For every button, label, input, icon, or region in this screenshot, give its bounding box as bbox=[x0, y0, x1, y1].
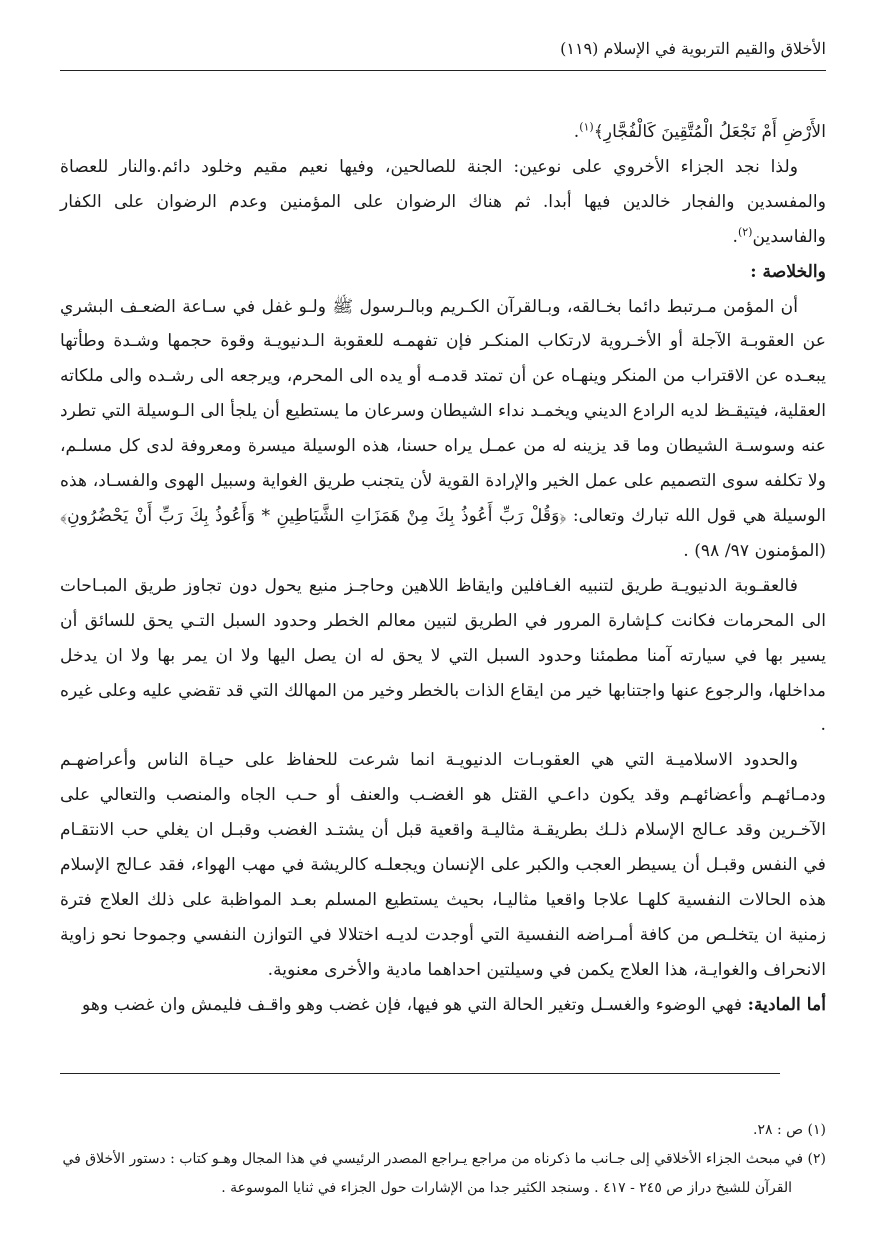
footnote-ref-1: (١) bbox=[579, 120, 594, 134]
running-header bbox=[60, 38, 826, 71]
verse-end: . bbox=[573, 122, 580, 142]
verse-text: الأَرْضِ أَمْ نَجْعَلُ الْمُتَّقِينَ كَالْفُجَّارِ﴾ bbox=[593, 122, 826, 142]
paragraph-worldly-punishment-text: فالعقـوبة الدنيويـة طريق لتنبيه الغـافلين وايقاظ اللاهين وحاجـز منيع يحول دون تجاوز طريق المبـاحات الى المحرمات فكانت كـإشارة المرور في الطريق لتبين معالم الخطر وحدود السبل التـي يحق للسائق أن يسير بها في سيارته آمنا مطمئنا وحدود السبل التي لا يحق له ان يصل اليها ولا ان يمر بها ولا ان يدخل مداخلها، والرجوع عنها واجتنابها خير من ايقاع الذات بالخطر وخير من المهالك التي قد تقضي عليه وعلى غيره . bbox=[60, 575, 826, 736]
footnote-2-line-2: القرآن للشيخ دراز ص ٢٤٥ - ٤١٧ . وسنجد الكثير جدا من الإشارات حول الجزاء في ثنايا الموسوعة . bbox=[221, 1180, 792, 1196]
paragraph-summary bbox=[60, 290, 826, 569]
paragraph-afterlife-end: . bbox=[732, 226, 738, 247]
footnote-ref-2: (٢) bbox=[737, 224, 753, 238]
paragraph-material bbox=[60, 988, 826, 1023]
paragraph-islamic-limits-text: والحدود الاسلاميـة التي هي العقوبـات الدنيويـة انما شرعت للحفاظ على حيـاة الناس وأعراضهـم ودمـائهـم وأعضائهـم وقد يكون داعـي القتل هو الغضـب والعنف أو حـب الجاه والمنصب والتعالي على الآخـرين وقد عـالج الإسلام ذلـك بطريقـة مثاليـة واقعية قبل أن يشتـد الغضب وقبـل ان يغلي حب الانتقـام في النفس وقبـل أن يسيطر العجب والكبر على الإنسان ويجعلـه كالريشة في مهب الهواء، فقد عـالج الإسلام هذه الحالات النفسية كلهـا علاجا واقعيا مثاليـا، بحيث يستطيع المسلم بعـد المواظبة على ذلك العلاج فترة زمنية ان يتخلـص من كافة أمـراضه النفسية التي أوجدت لديـه اختلالا في التوازن النفسي وجموحا نحو زاوية الانحراف والغوايـة، هذا العلاج يكمن في وسيلتين احداهما مادية والأخرى معنوية. bbox=[60, 750, 826, 980]
footnotes bbox=[60, 1116, 826, 1203]
paragraph-islamic-limits bbox=[60, 743, 826, 987]
footnote-2-line-1: (٢) في مبحث الجزاء الأخلاقي إلى جـانب ما ذكرناه من مراجع يـراجع المصدر الرئيسي في هذا المجال وهـو كتاب : دستور الأخلاق في bbox=[62, 1151, 826, 1167]
running-title: الأخلاق والقيم التربوية في الإسلام (١١٩) bbox=[560, 39, 826, 58]
paragraph-worldly-punishment bbox=[60, 569, 826, 744]
paragraph-afterlife-text: ولذا نجد الجزاء الأخروي على نوعين: الجنة للصالحين، وفيها نعيم مقيم وخلود دائم.والنار للعصاة والمفسدين والفجار خالدين فيها أبدا. ثم هناك الرضوان على المؤمنين وعدم الرضوان على الكفار والفاسدين bbox=[60, 156, 826, 247]
quran-verse-continuation bbox=[60, 115, 826, 150]
footnote-divider bbox=[60, 1073, 780, 1074]
footnote-1: (١) ص : ٢٨. bbox=[753, 1122, 826, 1138]
section-heading bbox=[60, 255, 826, 290]
paragraph-material-text: فهي الوضوء والغسـل وتغير الحالة التي هو فيها، فإن غضب وهو واقـف فليمش وان غضب وهو bbox=[82, 994, 748, 1015]
paragraph-afterlife bbox=[60, 150, 826, 255]
main-text bbox=[60, 115, 826, 1023]
section-heading-text: والخلاصة : bbox=[750, 261, 826, 282]
paragraph-material-lead: أما المادية: bbox=[747, 994, 826, 1015]
paragraph-summary-text: أن المؤمن مـرتبط دائما بخـالقه، وبـالقرآن الكـريم وبالـرسول ﷺ ولـو غفل في سـاعة الضعـف البشري عن العقوبـة الآجلة أو الأخـروية لارتكاب المنكـر فإن تفهمـه للعقوبة الـدنيويـة وقوة حجمها وشـدة وطأتها يبعـده عن الاقتراب من المنكر وينهـاه عن أن تمتد قدمـه أو يده الى المحرم، ويرجعه الى رشـده والى ملكاته العقلية، فيتيقـظ لديه الرادع الديني ويخمـد نداء الشيطان وسرعان ما يستطيع أن يلجأ الى الـوسيلة التي تطرد عنه وسوسـة الشيطان وما قد يزينه له من عمـل يراه حسنا، هذه الوسيلة ميسرة ومعروفة لدى كل مسلـم، ولا تكلفه سوى التصميم على عمل الخير والإرادة القوية لأن يتجنب طريق الغواية وسبيل الهوى والفسـاد، هذه الوسيلة هي قول الله تبارك وتعالى: ﴿وَقُلْ رَبِّ أَعُوذُ بِكَ مِنْ هَمَزَاتِ الشَّيَاطِينِ * وَأَعُوذُ بِكَ رَبِّ أَنْ يَحْضُرُونِ﴾ (المؤمنون ٩٧/ ٩٨) . bbox=[60, 296, 826, 561]
